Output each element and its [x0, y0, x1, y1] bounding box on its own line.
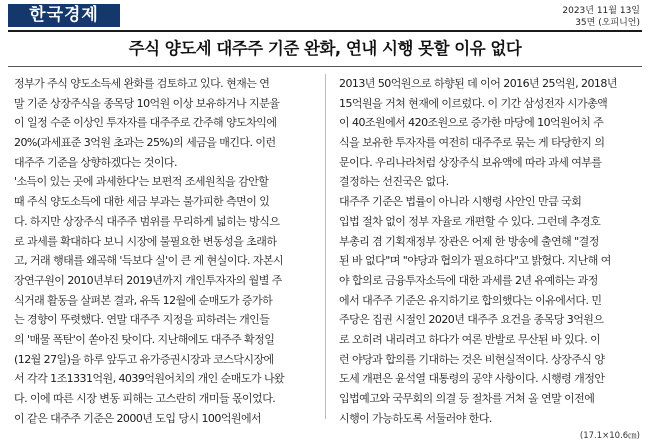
text-line: 시행이 가능하도록 서둘러야 한다. — [339, 411, 492, 425]
text-line: 부총리 겸 기획재정부 장관은 어제 한 방송에 출연해 "결정 — [339, 234, 599, 248]
text-line: 이 일정 수준 이상인 투자자를 대주주로 간주해 양도차익에 — [14, 116, 277, 130]
text-line: 도세 개편은 윤석열 대통령의 공약 사항이다. 시행령 개정안 — [339, 372, 605, 386]
text-line: 로 과세를 확대하다 보니 시장에 불필요한 변동성을 초래하 — [14, 234, 277, 248]
text-line: 20%(과세표준 3억원 초과는 25%)의 세금을 매긴다. 이런 — [14, 136, 276, 150]
text-line: 정부가 주식 양도소득세 완화를 검토하고 있다. 현재는 연 — [14, 77, 270, 90]
text-line: 런 야당과 합의를 기대하는 것은 비현실적이다. 상장주식 양 — [339, 352, 605, 366]
page-section: 35면 (오피니언) — [575, 18, 640, 28]
text-line: 결정하는 선진국은 없다. — [339, 175, 449, 189]
newspaper-logo: 한국경제 — [8, 4, 120, 27]
editorial-headline: 주식 양도세 대주주 기준 완화, 연내 시행 못할 이유 없다 — [128, 39, 522, 58]
text-line: (12월 27일)을 하루 앞두고 유가증권시장과 코스닥시장에 — [14, 352, 274, 366]
text-line: 된 바 없다"며 "야당과 협의가 필요하다"고 밝혔다. 지난해 여 — [339, 254, 611, 268]
text-line: 때 주식 양도소득에 대한 세금 부과는 불가피한 측면이 있 — [14, 195, 270, 209]
text-line: 말 기준 상장주식을 종목당 10억원 이상 보유하거나 지분율 — [14, 96, 280, 110]
text-line: 에서 대주주 기준은 유지하기로 합의했다는 이유에서다. 민 — [339, 293, 602, 307]
text-line: '소득이 있는 곳에 과세한다'는 보편적 조세원칙을 감안할 — [14, 175, 269, 189]
left-column — [14, 74, 311, 428]
text-line: 대주주 기준은 법률이 아니라 시행령 사안인 만큼 국회 — [339, 195, 582, 209]
publication-date: 2023년 11월 13일 — [562, 6, 640, 16]
text-line: 입법예고와 국무회의 의결 등 절차를 거쳐 올 연말 이전에 — [339, 392, 595, 405]
text-line: 식거래 활동을 살펴본 결과, 유독 12월에 순매도가 증가하 — [14, 293, 273, 307]
text-line: 대주주 기준을 상향하겠다는 것이다. — [14, 155, 177, 169]
text-line: 장연구원이 2010년부터 2019년까지 개인투자자의 월별 주 — [14, 273, 282, 287]
headline-rule — [8, 66, 642, 67]
column-divider — [325, 74, 326, 419]
text-line: 입법 절차 없이 정부 자율로 개편할 수 있다. 그런데 추경호 — [339, 214, 601, 228]
text-line: 고, 거래 행태를 왜곡해 '득보다 실'이 큰 게 현실이다. 자본시 — [14, 254, 284, 268]
text-line: 이 같은 대주주 기준은 2000년 도입 당시 100억원에서 — [14, 411, 262, 425]
text-line: 야 합의로 금융투자소득에 대한 과세를 2년 유예하는 과정 — [339, 273, 598, 287]
right-column — [339, 74, 636, 428]
top-rule — [8, 30, 642, 32]
text-line: 는 경향이 뚜렷했다. 연말 대주주 지정을 피하려는 개인들 — [14, 313, 270, 327]
text-line: 이 40조원에서 420조원으로 증가한 마당에 10억원어치 주 — [339, 116, 604, 130]
text-line: 주당은 집권 시절인 2020년 대주주 요건을 종목당 3억원으 — [339, 313, 604, 327]
article-size-note: (17.1×10.6㎝) — [579, 431, 640, 441]
text-line: 의 '매물 폭탄'이 쏟아진 탓이다. 지난해에도 대주주 확정일 — [14, 332, 275, 346]
text-line: 식을 보유한 투자자를 여전히 대주주로 묶는 게 타당한지 의 — [339, 136, 605, 150]
text-line: 문이다. 우리나라처럼 상장주식 보유액에 따라 과세 여부를 — [339, 155, 602, 169]
masthead-meta — [562, 5, 640, 29]
text-line: 2013년 50억원으로 하향된 데 이어 2016년 25억원, 2018년 — [339, 77, 617, 90]
text-line: 다. 이에 따른 시장 변동 피해는 고스란히 개미들 몫이었다. — [14, 392, 276, 405]
text-line: 15억원을 거쳐 현재에 이르렀다. 이 기간 삼성전자 시가총액 — [339, 96, 608, 110]
text-line: 다. 하지만 상장주식 대주주 범위를 무리하게 넓히는 방식으 — [14, 214, 280, 228]
text-line: 로 오히려 내리려고 하다가 여론 반발로 무산된 바 있다. 이 — [339, 332, 601, 346]
text-line: 서 각각 1조1331억원, 4039억원어치의 개인 순매도가 나왔 — [14, 372, 285, 386]
